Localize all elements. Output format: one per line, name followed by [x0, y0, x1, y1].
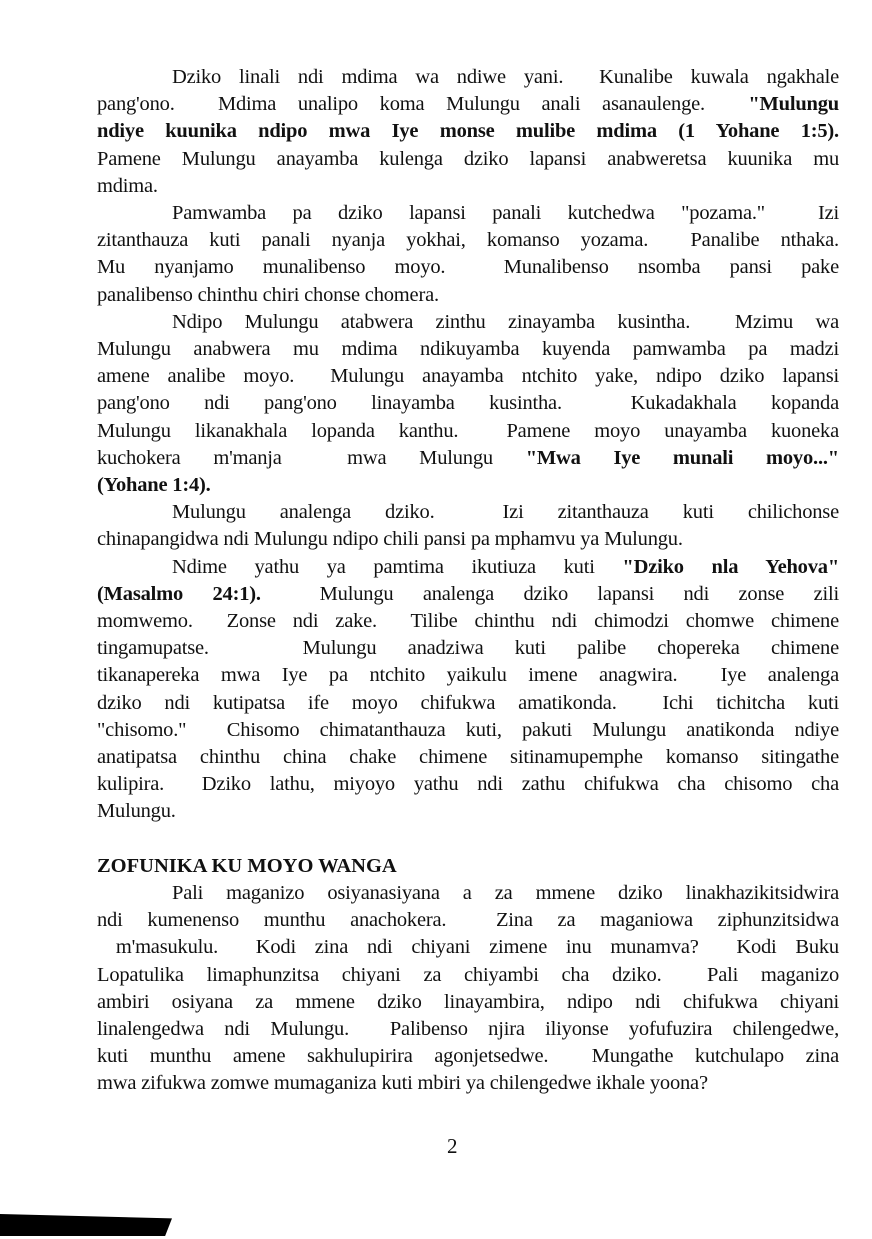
- text-line: [97, 418, 839, 445]
- text-run: linalengedwa ndi Mulungu. Palibenso njira iliyonse yofufuzira chilengedwe,: [97, 1018, 839, 1040]
- text-run: Dziko linali ndi mdima wa ndiwe yani. Kunalibe kuwala ngakhale: [172, 66, 839, 88]
- text-line: [97, 581, 839, 608]
- text-run: panalibenso chinthu chiri chonse chomera.: [97, 283, 439, 306]
- text-line: [97, 336, 839, 363]
- text-line: [97, 91, 839, 118]
- bold-text: "Mwa Iye munali moyo...": [525, 446, 839, 469]
- text-line: [97, 445, 839, 472]
- text-run: "chisomo." Chisomo chimatanthauza kuti, pakuti Mulungu anatikonda ndiye: [97, 718, 839, 741]
- text-line: [97, 118, 839, 145]
- text-line: [97, 146, 839, 173]
- text-line: [97, 309, 839, 336]
- text-line: [97, 472, 839, 499]
- text-run: momwemo. Zonse ndi zake. Tilibe chinthu ndi chimodzi chomwe chimene: [97, 610, 839, 632]
- text-run: amene analibe moyo. Mulungu anayamba ntchito yake, ndipo dziko lapansi: [97, 365, 839, 388]
- text-run: Mu nyanjamo munalibenso moyo. Munalibenso nsomba pansi pake: [97, 256, 839, 279]
- bold-text: ndiye kuunika ndipo mwa Iye monse mulibe mdima (1 Yohane 1:5).: [97, 120, 839, 143]
- text-run: pang'ono ndi pang'ono linayamba kusintha. Kukadakhala kopanda: [97, 392, 839, 415]
- text-line: [97, 744, 839, 771]
- text-run: Mulungu likanakhala lopanda kanthu. Pamene moyo unayamba kuoneka: [97, 419, 839, 442]
- text-line: [97, 798, 839, 825]
- text-line: [97, 717, 839, 744]
- text-line: [97, 200, 839, 227]
- text-run: Lopatulika limaphunzitsa chiyani za chiyambi cha dziko. Pali maganizo: [97, 963, 839, 986]
- text-line: [97, 254, 839, 281]
- text-line: [97, 934, 839, 961]
- text-line: [97, 499, 839, 526]
- text-run: Pamene Mulungu anayamba kulenga dziko lapansi anabweretsa kuunika mu: [97, 147, 839, 170]
- text-run: mdima.: [97, 174, 158, 197]
- scan-edge-mark: [0, 1214, 172, 1236]
- text-line: [97, 771, 839, 798]
- text-run: Mulungu.: [97, 800, 176, 823]
- text-line: [97, 390, 839, 417]
- text-run: chinapangidwa ndi Mulungu ndipo chili pansi pa mphamvu ya Mulungu.: [97, 528, 683, 551]
- text-run: ambiri osiyana za mmene dziko linayambira, ndipo ndi chifukwa chiyani: [97, 990, 839, 1013]
- text-line: [97, 989, 839, 1016]
- text-line: [97, 554, 839, 581]
- text-run: Ndipo Mulungu atabwera zinthu zinayamba kusintha. Mzimu wa: [172, 310, 839, 333]
- text-line: [97, 1016, 839, 1043]
- text-run: m'masukulu. Kodi zina ndi chiyani zimene inu munamva? Kodi Buku: [97, 936, 839, 959]
- text-run: Ndime yathu ya pamtima ikutiuza kuti: [172, 555, 623, 578]
- text-run: Pamwamba pa dziko lapansi panali kutchedwa "pozama." Izi: [172, 202, 839, 224]
- text-line: [97, 64, 839, 91]
- text-run: dziko ndi kutipatsa ife moyo chifukwa amatikonda. Ichi tichitcha kuti: [97, 691, 839, 714]
- text-line: [97, 635, 839, 662]
- text-run: mwa zifukwa zomwe mumaganiza kuti mbiri ya chilengedwe ikhale yoona?: [97, 1072, 708, 1095]
- bold-text: "Mulungu: [748, 93, 839, 116]
- text-line: [97, 1043, 839, 1070]
- bold-text: (Yohane 1:4).: [97, 474, 211, 496]
- text-line: [97, 662, 839, 689]
- text-line: [97, 227, 839, 254]
- text-line: [97, 526, 839, 553]
- bold-text: (Masalmo 24:1).: [97, 582, 261, 605]
- text-run: tikanapereka mwa Iye pa ntchito yaikulu imene anagwira. Iye analenga: [97, 664, 839, 687]
- text-run: zitanthauza kuti panali nyanja yokhai, komanso yozama. Panalibe nthaka.: [97, 229, 839, 252]
- text-run: Mulungu analenga dziko lapansi ndi zonse zili: [260, 582, 839, 605]
- text-run: Pali maganizo osiyanasiyana a za mmene dziko linakhazikitsidwira: [172, 882, 839, 904]
- text-run: ndi kumenenso munthu anachokera. Zina za maganiowa ziphunzitsidwa: [97, 909, 839, 932]
- text-line: [97, 173, 839, 200]
- text-line: [97, 880, 839, 907]
- text-line: [97, 608, 839, 635]
- text-line: [97, 282, 839, 309]
- text-run: tingamupatse. Mulungu anadziwa kuti palibe chopereka chimene: [97, 637, 839, 660]
- text-run: kuti munthu amene sakhulupirira agonjetsedwe. Mungathe kutchulapo zina: [97, 1045, 839, 1068]
- page-number: 2: [447, 1134, 458, 1158]
- text-run: kulipira. Dziko lathu, miyoyo yathu ndi zathu chifukwa cha chisomo cha: [97, 773, 839, 796]
- text-run: anatipatsa chinthu china chake chimene sitinamupemphe komanso sitingathe: [97, 746, 839, 768]
- text-line: [97, 363, 839, 390]
- text-run: Mulungu anabwera mu mdima ndikuyamba kuyenda pamwamba pa madzi: [97, 338, 839, 360]
- bold-text: "Dziko nla Yehova": [622, 555, 840, 578]
- text-run: Mulungu analenga dziko. Izi zitanthauza kuti chilichonse: [172, 501, 839, 524]
- text-run: kuchokera m'manja mwa Mulungu: [97, 446, 526, 469]
- text-line: [97, 962, 839, 989]
- text-line: [97, 907, 839, 934]
- section-heading: ZOFUNIKA KU MOYO WANGA: [97, 854, 397, 877]
- text-run: pang'ono. Mdima unalipo koma Mulungu anali asanaulenge.: [97, 93, 749, 116]
- text-line: [97, 1070, 839, 1097]
- text-line: [97, 690, 839, 717]
